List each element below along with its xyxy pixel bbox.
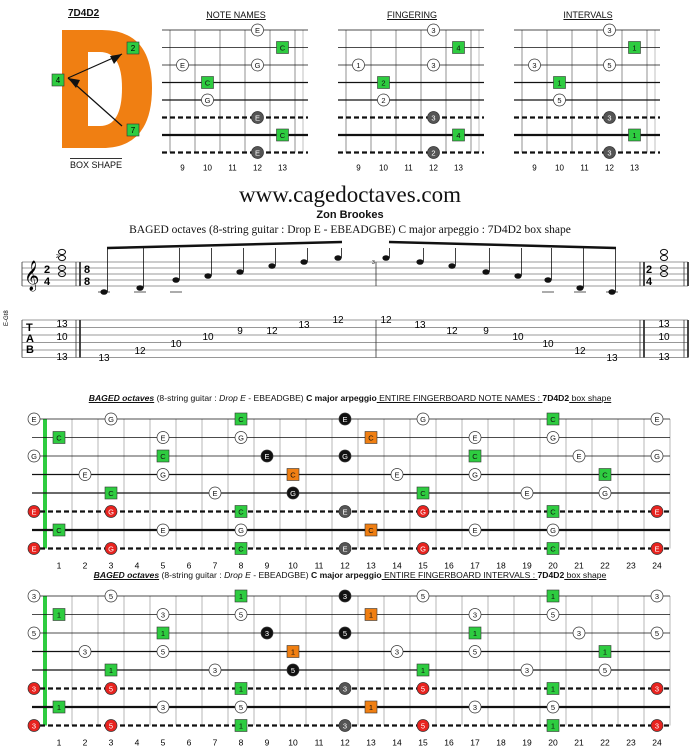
fret-number: 12: [429, 163, 438, 172]
note-label: E: [179, 60, 186, 70]
fret-number: 10: [555, 163, 564, 172]
title-part: ENTIRE FINGERBOARD INTERVALS :: [381, 570, 538, 580]
fret-number: 1: [56, 737, 62, 746]
note-label: E: [472, 525, 478, 535]
fret-number: 21: [574, 737, 584, 746]
note-label: 3: [160, 702, 166, 712]
fret-number: 1: [56, 560, 62, 570]
fret-number: 11: [228, 163, 237, 172]
title-part: BAGED octaves: [88, 393, 155, 403]
fret-number: 24: [652, 560, 662, 570]
note-label: 3: [654, 721, 660, 731]
note-label: C: [204, 78, 211, 88]
note-label: 3: [431, 60, 436, 70]
note-label: 5: [602, 665, 608, 675]
box-shape-label: BOX SHAPE: [70, 160, 123, 170]
tab-number: 13: [606, 353, 618, 364]
title-part: (8-string guitar :: [159, 570, 225, 580]
fingerboard-note-names: [0, 405, 700, 570]
fret-number: 5: [160, 737, 166, 746]
note-label: G: [342, 451, 348, 461]
fret-number: 4: [134, 560, 140, 570]
title-part: - EBEADGBE): [245, 393, 307, 403]
note-label: 5: [420, 684, 426, 694]
tab-label: B: [26, 344, 34, 356]
note-label: 3: [532, 60, 537, 70]
note-label: 3: [31, 721, 37, 731]
note-head: [204, 273, 211, 279]
subtitle: BAGED octaves (8-string guitar : Drop E - EBEADGBE) C major arpeggio : 7D4D2 box shape: [129, 224, 571, 236]
fret-number: 8: [238, 737, 244, 746]
note-head: [236, 269, 243, 275]
fret-number: 12: [340, 737, 350, 746]
tab-number: 12: [332, 315, 344, 326]
fret-number: 18: [496, 560, 506, 570]
tab-number: 13: [298, 320, 310, 331]
fret-number: 6: [186, 560, 192, 570]
note-label: 1: [290, 647, 296, 657]
mini-title-notes: NOTE NAMES: [206, 10, 266, 20]
tab-number: 12: [266, 326, 278, 337]
time-sig-bottom: 8: [84, 276, 91, 288]
note-label: G: [472, 470, 478, 480]
note-label: 3: [394, 647, 400, 657]
note-label: 5: [108, 591, 114, 601]
tab-number: 13: [56, 352, 68, 363]
fret-number: 13: [454, 163, 463, 172]
note-label: E: [576, 451, 582, 461]
shape-marker-label: 7: [130, 126, 136, 135]
title-part: C major arpeggio: [310, 570, 382, 580]
note-label: 5: [160, 647, 166, 657]
note-label: 5: [31, 628, 37, 638]
note-label: 1: [557, 78, 562, 88]
tab-number: 10: [542, 339, 554, 350]
note-label: E: [654, 507, 660, 517]
note-label: 3: [654, 684, 660, 694]
fret-number: 11: [314, 560, 324, 570]
note-label: 3: [342, 721, 348, 731]
note-label: 3: [264, 628, 270, 638]
note-label: 5: [290, 665, 296, 675]
title-part: box shape: [564, 570, 607, 580]
note-label: 5: [108, 721, 114, 731]
title-part: C major arpeggio: [306, 393, 377, 403]
time-sig-bottom: 4: [646, 276, 653, 288]
note-label: G: [31, 451, 37, 461]
note-label: 1: [420, 665, 426, 675]
note-label: C: [160, 451, 166, 461]
note-label: C: [108, 488, 114, 498]
note-label: 3: [431, 113, 436, 123]
fret-number: 16: [444, 737, 454, 746]
tab-number: 10: [658, 332, 670, 343]
note-label: 3: [472, 702, 478, 712]
note-label: C: [550, 414, 556, 424]
tab-number: 12: [134, 346, 146, 357]
note-label: 3: [607, 148, 612, 158]
fret-number: 22: [600, 560, 610, 570]
tab-number: 10: [56, 332, 68, 343]
tab-number: 13: [414, 320, 426, 331]
note-label: 5: [550, 610, 556, 620]
tab-number: 12: [380, 315, 392, 326]
fret-number: 9: [532, 163, 537, 172]
note-label: C: [279, 43, 286, 53]
note-label: C: [279, 130, 286, 140]
fret-number: 10: [288, 560, 298, 570]
note-label: 3: [31, 591, 37, 601]
fret-number: 13: [366, 560, 376, 570]
fret-number: 20: [548, 737, 558, 746]
tab-number: 9: [237, 326, 243, 337]
fret-number: 13: [630, 163, 639, 172]
fret-number: 9: [356, 163, 361, 172]
note-label: G: [420, 507, 426, 517]
note-label: 3: [342, 591, 348, 601]
note-label: 1: [550, 684, 556, 694]
fret-number: 13: [278, 163, 287, 172]
note-head: [172, 277, 179, 283]
tab-number: 13: [658, 352, 670, 363]
note-label: 1: [472, 628, 478, 638]
note-label: G: [602, 488, 608, 498]
note-label: 3: [431, 25, 436, 35]
note-head: [59, 255, 66, 260]
fret-number: 14: [392, 560, 402, 570]
note-label: C: [602, 470, 608, 480]
note-label: 1: [160, 628, 166, 638]
fret-number: 11: [580, 163, 589, 172]
fret-number: 10: [379, 163, 388, 172]
note-label: 1: [602, 647, 608, 657]
fret-number: 2: [82, 560, 88, 570]
tab-label: T: [26, 322, 33, 334]
fret-number: 15: [418, 560, 428, 570]
fret-number: 12: [340, 560, 350, 570]
fret-number: 5: [160, 560, 166, 570]
note-head: [448, 263, 455, 269]
note-label: E: [342, 544, 348, 554]
note-head: [136, 285, 143, 291]
note-label: E: [472, 433, 478, 443]
note-label: 3: [82, 647, 88, 657]
note-label: 5: [607, 60, 612, 70]
note-label: E: [524, 488, 530, 498]
note-label: 1: [238, 591, 244, 601]
note-label: E: [31, 414, 37, 424]
fret-number: 8: [238, 560, 244, 570]
note-label: 5: [472, 647, 478, 657]
mini-diagram-intervals: [510, 20, 660, 172]
tab-number: 13: [658, 319, 670, 330]
tab-number: 13: [98, 353, 110, 364]
title-part: 7D4D2: [537, 570, 565, 580]
title-part: (8-string guitar :: [154, 393, 220, 403]
note-head: [544, 277, 551, 283]
note-label: 5: [238, 610, 244, 620]
beam: [389, 242, 616, 248]
note-label: 1: [238, 684, 244, 694]
fret-number: 18: [496, 737, 506, 746]
note-label: E: [31, 507, 37, 517]
board-notes-title: [0, 393, 700, 403]
note-label: 5: [550, 702, 556, 712]
mini-diagram-fingering: [334, 20, 484, 172]
note-label: E: [342, 507, 348, 517]
note-label: E: [654, 414, 660, 424]
beam: [107, 242, 342, 248]
note-label: 2: [381, 78, 386, 88]
note-label: 3: [607, 113, 612, 123]
note-label: C: [368, 433, 374, 443]
fret-number: 20: [548, 560, 558, 570]
note-label: G: [238, 525, 244, 535]
board-intervals-title: [0, 570, 700, 580]
tab-number: 10: [170, 339, 182, 350]
time-sig-top: 2: [646, 264, 653, 276]
note-label: 1: [238, 721, 244, 731]
note-label: G: [108, 414, 114, 424]
note-label: C: [368, 525, 374, 535]
fret-number: 9: [264, 737, 270, 746]
note-label: G: [420, 414, 426, 424]
note-head: [661, 255, 668, 260]
clef-label: E-Gt8: [4, 310, 10, 326]
note-label: G: [654, 451, 660, 461]
title-part: ENTIRE FINGERBOARD NOTE NAMES :: [376, 393, 543, 403]
title-part: box shape: [569, 393, 612, 403]
note-label: E: [212, 488, 218, 498]
tab-number: 12: [446, 326, 458, 337]
tab-label: A: [26, 333, 34, 345]
fret-number: 19: [522, 737, 532, 746]
note-label: 3: [342, 684, 348, 694]
note-label: C: [238, 507, 244, 517]
note-label: 3: [654, 591, 660, 601]
time-sig-top: 2: [44, 264, 51, 276]
fret-number: 3: [108, 560, 114, 570]
fret-number: 19: [522, 560, 532, 570]
note-label: G: [204, 95, 211, 105]
note-label: C: [238, 544, 244, 554]
note-label: C: [550, 507, 556, 517]
time-sig-bottom: 4: [44, 276, 51, 288]
note-label: 5: [420, 721, 426, 731]
fret-number: 11: [404, 163, 413, 172]
fret-number: 11: [314, 737, 324, 746]
mini-diagram-notes: [158, 20, 308, 172]
note-label: 3: [160, 610, 166, 620]
note-head: [300, 259, 307, 265]
note-label: 1: [632, 130, 637, 140]
box-shape-diagram: [40, 20, 160, 160]
shape-code: 7D4D2: [68, 8, 100, 19]
title-part: 7D4D2: [542, 393, 570, 403]
note-label: G: [550, 525, 556, 535]
note-label: 1: [56, 702, 62, 712]
fret-number: 17: [470, 737, 480, 746]
note-label: E: [82, 470, 88, 480]
note-label: G: [238, 433, 244, 443]
tab-number: 9: [483, 326, 489, 337]
fret-number: 10: [203, 163, 212, 172]
tab-number: 12: [574, 346, 586, 357]
note-label: 1: [368, 702, 374, 712]
note-label: 3: [212, 665, 218, 675]
title-part: Drop E: [219, 393, 246, 403]
shape-marker-label: 2: [130, 44, 136, 53]
title-part: BAGED octaves: [93, 570, 160, 580]
note-head: [334, 255, 341, 261]
note-label: C: [472, 451, 478, 461]
note-label: E: [254, 113, 261, 123]
fret-number: 6: [186, 737, 192, 746]
note-label: E: [654, 544, 660, 554]
note-label: 5: [420, 591, 426, 601]
note-label: 1: [550, 591, 556, 601]
note-label: E: [254, 25, 261, 35]
fret-number: 12: [253, 163, 262, 172]
note-label: E: [160, 525, 166, 535]
fret-number: 9: [264, 560, 270, 570]
fingerboard-intervals: [0, 582, 700, 746]
note-label: 3: [31, 684, 37, 694]
note-label: 1: [368, 610, 374, 620]
measure-number: 2: [56, 254, 59, 260]
treble-clef: 𝄞: [24, 260, 40, 290]
fret-number: 2: [82, 737, 88, 746]
fret-number: 13: [366, 737, 376, 746]
note-label: G: [108, 507, 114, 517]
fret-number: 3: [108, 737, 114, 746]
note-head: [482, 269, 489, 275]
note-label: C: [550, 544, 556, 554]
note-head: [416, 259, 423, 265]
note-label: 1: [550, 721, 556, 731]
mini-title-intervals: INTERVALS: [563, 10, 613, 20]
fret-number: 12: [605, 163, 614, 172]
tab-number: 10: [512, 332, 524, 343]
site-title: www.cagedoctaves.com: [238, 182, 462, 207]
note-label: 5: [108, 684, 114, 694]
fret-number: 21: [574, 560, 584, 570]
note-label: 5: [557, 95, 562, 105]
note-label: 2: [431, 148, 436, 158]
note-label: 3: [524, 665, 530, 675]
measure-number: 3: [372, 260, 375, 266]
note-label: E: [264, 451, 270, 461]
note-label: 1: [108, 665, 114, 675]
title-part: - EBEADGBE): [250, 570, 311, 580]
note-label: 5: [342, 628, 348, 638]
title-part: Drop E: [224, 570, 251, 580]
note-label: E: [160, 433, 166, 443]
mini-title-fingering: FINGERING: [386, 10, 437, 20]
note-label: 2: [381, 95, 386, 105]
note-label: C: [56, 433, 62, 443]
note-head: [382, 255, 389, 261]
note-label: G: [550, 433, 556, 443]
fret-number: 9: [180, 163, 185, 172]
note-label: E: [342, 414, 348, 424]
fret-number: 24: [652, 737, 662, 746]
author: Zon Brookes: [316, 209, 384, 221]
notation-staff: [0, 240, 700, 372]
fret-number: 15: [418, 737, 428, 746]
fret-number: 10: [288, 737, 298, 746]
note-label: 4: [456, 130, 461, 140]
fret-number: 23: [626, 560, 636, 570]
note-label: 1: [356, 60, 361, 70]
note-label: G: [254, 60, 261, 70]
note-label: 3: [472, 610, 478, 620]
shape-marker-label: 4: [55, 76, 61, 85]
note-label: 3: [576, 628, 582, 638]
note-head: [661, 249, 668, 254]
time-sig-top: 8: [84, 264, 91, 276]
note-label: 3: [607, 25, 612, 35]
note-label: C: [420, 488, 426, 498]
note-label: E: [394, 470, 400, 480]
fret-number: 17: [470, 560, 480, 570]
note-label: 5: [654, 628, 660, 638]
note-head: [514, 273, 521, 279]
fret-number: 4: [134, 737, 140, 746]
note-head: [268, 263, 275, 269]
fret-number: 23: [626, 737, 636, 746]
fret-number: 16: [444, 560, 454, 570]
fret-number: 7: [212, 737, 218, 746]
note-label: G: [420, 544, 426, 554]
note-label: 1: [56, 610, 62, 620]
fret-number: 7: [212, 560, 218, 570]
note-label: C: [290, 470, 296, 480]
note-label: 4: [456, 43, 461, 53]
note-label: E: [254, 148, 261, 158]
tab-number: 13: [56, 319, 68, 330]
note-label: 1: [632, 43, 637, 53]
note-label: E: [31, 544, 37, 554]
note-head: [59, 249, 66, 254]
note-label: 5: [238, 702, 244, 712]
note-label: G: [160, 470, 166, 480]
tab-number: 10: [202, 332, 214, 343]
note-label: G: [108, 544, 114, 554]
fret-number: 22: [600, 737, 610, 746]
note-label: G: [290, 488, 296, 498]
fret-number: 14: [392, 737, 402, 746]
note-label: C: [238, 414, 244, 424]
note-label: C: [56, 525, 62, 535]
note-head: [576, 285, 583, 291]
